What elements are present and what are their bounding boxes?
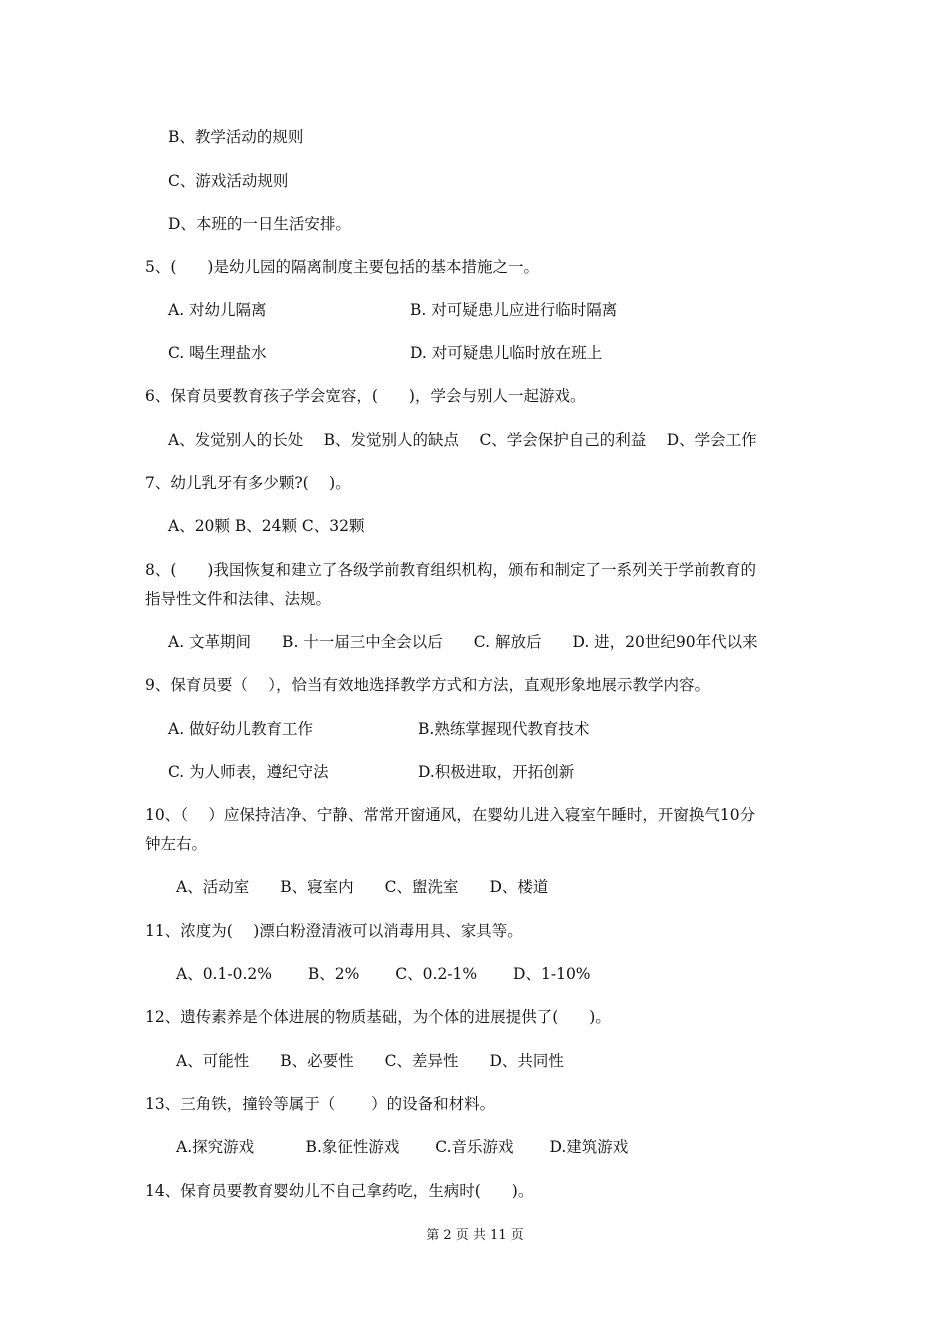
question-10-options: A、活动室 B、寝室内 C、盥洗室 D、楼道	[176, 878, 549, 896]
question-7-options: A、20颗 B、24颗 C、32颗	[168, 517, 365, 535]
option-c-previous: C、游戏活动规则	[168, 172, 289, 190]
question-11-options: A、0.1-0.2% B、2% C、0.2-1% D、1-10%	[176, 965, 591, 983]
question-8-options: A. 文革期间 B. 十一届三中全会以后 C. 解放后 D. 进，20世纪90年代以来	[168, 633, 758, 651]
question-13-options: A.探究游戏 B.象征性游戏 C.音乐游戏 D.建筑游戏	[176, 1138, 629, 1156]
question-11: 11、浓度为( )漂白粉澄清液可以消毒用具、家具等。	[145, 922, 523, 940]
question-5: 5、( )是幼儿园的隔离制度主要包括的基本措施之一。	[145, 258, 539, 276]
question-5-option-b: B. 对可疑患儿应进行临时隔离	[410, 301, 618, 319]
question-9-option-a: A. 做好幼儿教育工作	[168, 720, 314, 738]
question-13: 13、三角铁，撞铃等属于（ ）的设备和材料。	[145, 1095, 496, 1113]
question-8-line-2: 指导性文件和法律、法规。	[145, 590, 332, 608]
question-6-options: A、发觉别人的长处 B、发觉别人的缺点 C、学会保护自己的利益 D、学会工作	[168, 431, 757, 449]
option-b-previous: B、教学活动的规则	[168, 128, 304, 146]
question-6: 6、保育员要教育孩子学会宽容，( )，学会与别人一起游戏。	[145, 387, 586, 405]
question-5-option-d: D. 对可疑患儿临时放在班上	[410, 344, 603, 362]
question-12: 12、遗传素养是个体进展的物质基础，为个体的进展提供了( )。	[145, 1008, 611, 1026]
page-footer: 第 2 页 共 11 页	[426, 1228, 524, 1243]
question-8-line-1: 8、( )我国恢复和建立了各级学前教育组织机构，颁布和制定了一系列关于学前教育的	[145, 561, 756, 579]
question-9-option-d: D.积极进取，开拓创新	[418, 763, 575, 781]
question-9: 9、保育员要（ ），恰当有效地选择教学方式和方法，直观形象地展示教学内容。	[145, 676, 711, 694]
question-10-line-2: 钟左右。	[145, 835, 208, 853]
question-9-option-b: B.熟练掌握现代教育技术	[418, 720, 590, 738]
question-9-option-c: C. 为人师表，遵纪守法	[168, 763, 329, 781]
question-5-option-a: A. 对幼儿隔离	[168, 301, 267, 319]
question-5-option-c: C. 喝生理盐水	[168, 344, 267, 362]
question-7: 7、幼儿乳牙有多少颗?( )。	[145, 474, 351, 492]
question-12-options: A、可能性 B、必要性 C、差异性 D、共同性	[176, 1052, 564, 1070]
option-d-previous: D、本班的一日生活安排。	[168, 215, 351, 233]
question-14: 14、保育员要教育婴幼儿不自己拿药吃，生病时( )。	[145, 1182, 534, 1200]
question-10-line-1: 10、（ ）应保持洁净、宁静、常常开窗通风，在婴幼儿进入寝室午睡时，开窗换气10分	[145, 806, 756, 824]
